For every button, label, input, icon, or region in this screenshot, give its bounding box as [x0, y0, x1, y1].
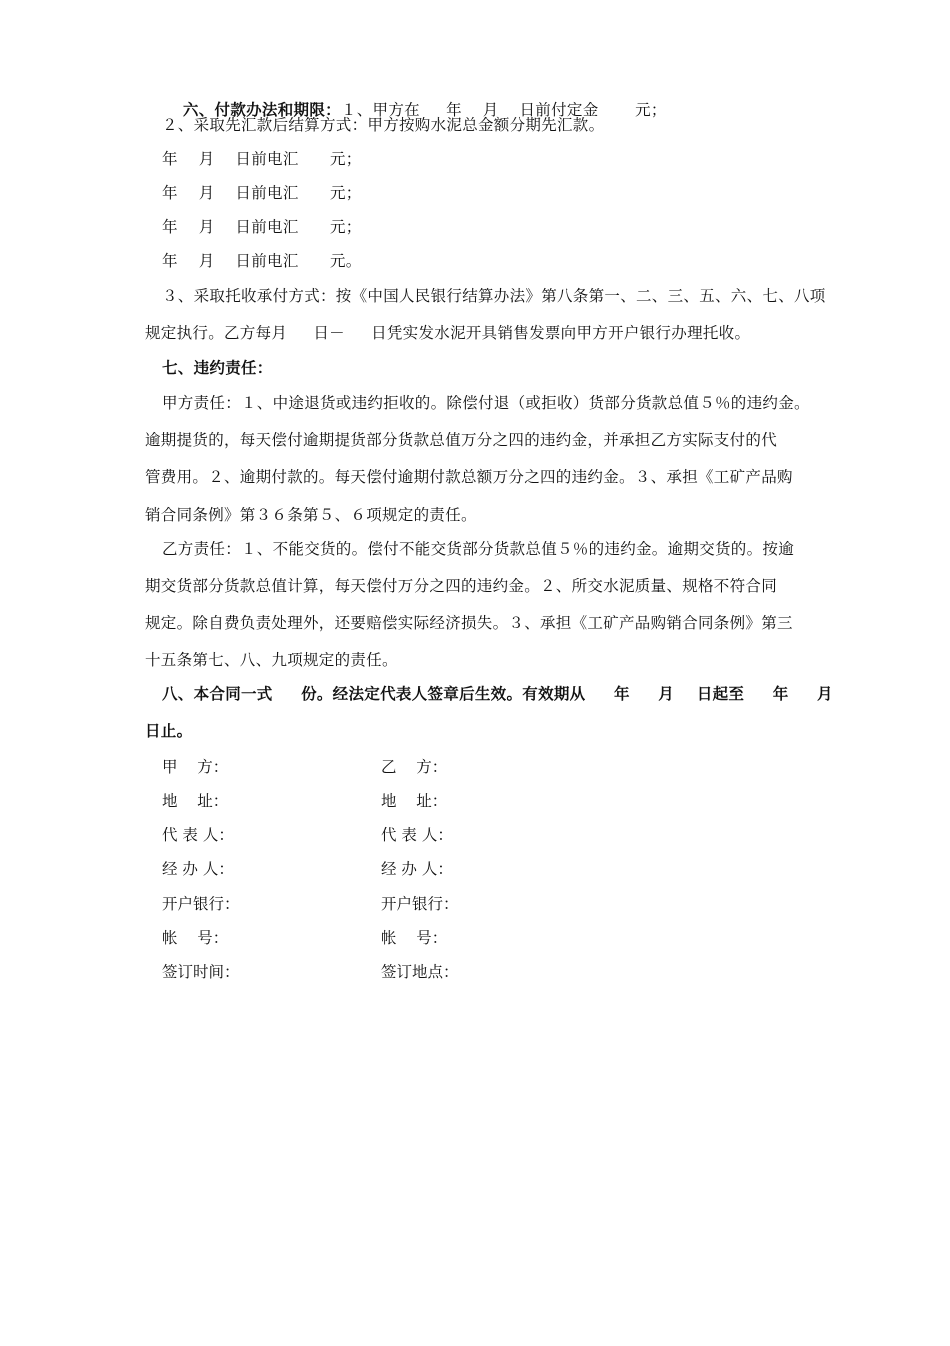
party-b-address-label: 地 址： — [381, 792, 448, 810]
signing-place-label: 签订地点： — [381, 963, 459, 981]
party-a-name-label: 甲 方： — [162, 758, 229, 776]
party-a-bank-label: 开户银行： — [162, 895, 240, 913]
installment-1: 年 月 日前电汇 元； — [162, 150, 362, 168]
party-b-account-label: 帐 号： — [381, 929, 448, 947]
party-a-address-label: 地 址： — [162, 792, 229, 810]
party-a-account-label: 帐 号： — [162, 929, 229, 947]
party-b-name-label: 乙 方： — [381, 758, 448, 776]
payment-item-3-line2: 规定执行。乙方每月 日－ 日凭实发水泥开具销售发票向甲方开户银行办理托收。 — [145, 324, 751, 342]
installment-3: 年 月 日前电汇 元； — [162, 218, 362, 236]
liability-section-heading: 七、违约责任： — [162, 358, 273, 377]
payment-item-3-line1: ３、采取托收承付方式：按《中国人民银行结算办法》第八条第一、二、三、五、六、七、八项 — [162, 287, 826, 305]
party-b-handler-label: 经 办 人： — [381, 860, 453, 878]
party-a-liability-line: 管费用。２、逾期付款的。每天偿付逾期付款总额万分之四的违约金。３、承担《工矿产品购 — [145, 468, 793, 486]
party-a-handler-label: 经 办 人： — [162, 860, 234, 878]
payment-item-1: １、甲方在 年 月 日前付定金 元； — [340, 101, 667, 119]
party-a-liability-line: 甲方责任：１、中途退货或违约拒收的。除偿付退（或拒收）货部分货款总值５％的违约金。 — [162, 394, 810, 412]
payment-item-2: ２、采取先汇款后结算方式：甲方按购水泥总金额分期先汇款。 — [162, 116, 605, 134]
party-a-representative-label: 代 表 人： — [162, 826, 234, 844]
party-b-liability-line: 十五条第七、八、九项规定的责任。 — [145, 651, 398, 669]
validity-clause-line1: 八、本合同一式 份。经法定代表人签章后生效。有效期从 年 月 日起至 年 月 — [162, 684, 833, 703]
installment-2: 年 月 日前电汇 元； — [162, 184, 362, 202]
party-b-representative-label: 代 表 人： — [381, 826, 453, 844]
party-b-liability-line: 乙方责任：１、不能交货的。偿付不能交货部分货款总值５％的违约金。逾期交货的。按逾 — [162, 540, 795, 558]
party-b-bank-label: 开户银行： — [381, 895, 459, 913]
signing-time-label: 签订时间： — [162, 963, 240, 981]
installment-4: 年 月 日前电汇 元。 — [162, 252, 362, 270]
payment-section-heading: 六、付款办法和期限： — [182, 100, 341, 119]
party-b-liability-line: 期交货部分货款总值计算，每天偿付万分之四的违约金。２、所交水泥质量、规格不符合同 — [145, 577, 778, 595]
party-b-liability-line: 规定。除自费负责处理外，还要赔偿实际经济损失。３、承担《工矿产品购销合同条例》第三 — [145, 614, 793, 632]
party-a-liability-line: 逾期提货的，每天偿付逾期提货部分货款总值万分之四的违约金，并承担乙方实际支付的代 — [145, 431, 778, 449]
validity-clause-line2: 日止。 — [145, 721, 193, 740]
party-a-liability-line: 销合同条例》第３６条第５、６项规定的责任。 — [145, 506, 477, 524]
